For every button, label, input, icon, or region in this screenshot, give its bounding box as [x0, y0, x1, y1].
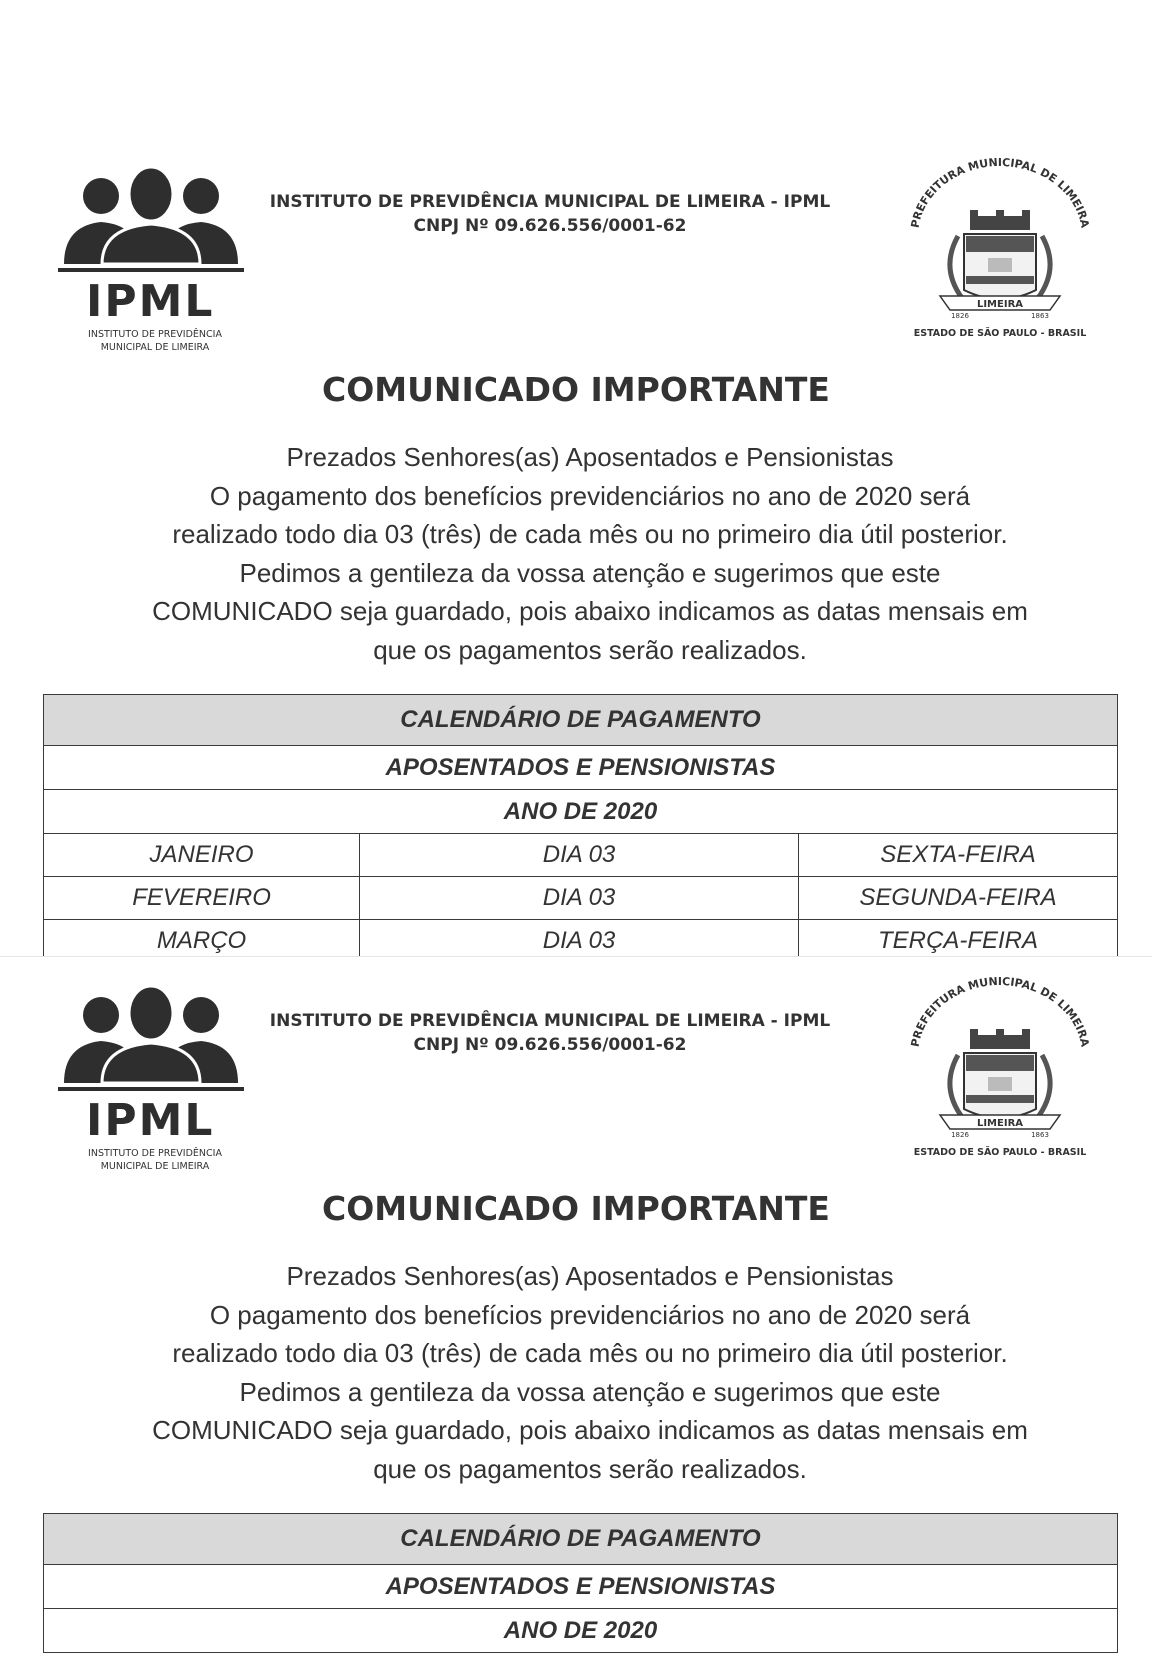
notice-body — [100, 438, 1080, 669]
ipml-wordmark: IPML — [86, 276, 215, 327]
people-silhouette-icon — [56, 168, 246, 278]
body-line: O pagamento dos benefícios previdenciários no ano de 2020 será — [209, 480, 971, 511]
body-line: realizado todo dia 03 (três) de cada mês ou no primeiro dia útil posterior. — [172, 1338, 1008, 1368]
body-line: Prezados Senhores(as) Aposentados e Pensionistas — [286, 442, 894, 472]
body-line: realizado todo dia 03 (três) de cada mês ou no primeiro dia útil posterior. — [172, 519, 1008, 549]
body-line: COMUNICADO seja guardado, pois abaixo indicamos as datas mensais em — [152, 1415, 1028, 1445]
municipal-seal-icon — [900, 158, 1100, 333]
calendar-year: ANO DE 2020 — [44, 1609, 1118, 1653]
body-line: O pagamento dos benefícios previdenciários no ano de 2020 será — [209, 1299, 971, 1330]
weekday-cell: SEXTA-FEIRA — [798, 834, 1117, 877]
body-line: que os pagamentos serão realizados. — [373, 1453, 807, 1484]
month-cell: FEVEREIRO — [44, 877, 360, 920]
notice-body — [100, 1257, 1080, 1488]
month-cell: JANEIRO — [44, 834, 360, 877]
seal-banner-text: LIMEIRA — [976, 1118, 1024, 1129]
day-cell: DIA 03 — [360, 877, 799, 920]
seal-year-right: 1863 — [1031, 312, 1049, 320]
ipml-logo-subtitle: INSTITUTO DE PREVIDÊNCIA MUNICIPAL DE LIMEIRA — [88, 329, 222, 353]
body-line: Prezados Senhores(as) Aposentados e Pensionistas — [286, 1261, 894, 1291]
calendar-subheading-row — [44, 746, 1118, 790]
calendar-subheading: APOSENTADOS E PENSIONISTAS — [44, 1565, 1118, 1609]
calendar-year-row — [44, 790, 1118, 834]
seal-year-right: 1863 — [1031, 1131, 1049, 1139]
org-cnpj: CNPJ Nº 09.626.556/0001-62 — [413, 1035, 687, 1055]
body-line: COMUNICADO seja guardado, pois abaixo indicamos as datas mensais em — [152, 596, 1028, 626]
calendar-heading-row — [44, 1514, 1118, 1565]
page-title: COMUNICADO IMPORTANTE — [322, 1189, 830, 1228]
seal-year-left: 1826 — [951, 312, 969, 320]
org-name: INSTITUTO DE PREVIDÊNCIA MUNICIPAL DE LIMEIRA - IPML — [269, 1011, 831, 1031]
page-title: COMUNICADO IMPORTANTE — [322, 370, 830, 409]
seal-year-left: 1826 — [951, 1131, 969, 1139]
body-line: que os pagamentos serão realizados. — [373, 634, 807, 665]
calendar-heading: CALENDÁRIO DE PAGAMENTO — [44, 1514, 1118, 1565]
calendar-year: ANO DE 2020 — [44, 790, 1118, 834]
municipal-seal-icon — [900, 977, 1100, 1152]
calendar-heading: CALENDÁRIO DE PAGAMENTO — [44, 695, 1118, 746]
table-row — [44, 834, 1118, 877]
ipml-logo-subtitle: INSTITUTO DE PREVIDÊNCIA MUNICIPAL DE LIMEIRA — [88, 1148, 222, 1172]
org-header — [250, 1009, 850, 1057]
day-cell: DIA 03 — [360, 920, 799, 963]
ipml-wordmark: IPML — [86, 1095, 215, 1146]
day-cell: DIA 03 — [360, 834, 799, 877]
people-silhouette-icon — [56, 987, 246, 1097]
calendar-heading-row — [44, 695, 1118, 746]
org-header — [250, 190, 850, 238]
month-cell: MARÇO — [44, 920, 360, 963]
calendar-subheading-row — [44, 1565, 1118, 1609]
seal-caption: ESTADO DE SÃO PAULO - BRASIL — [913, 1147, 1087, 1158]
ipml-logo — [56, 168, 246, 353]
document-page-2 — [0, 956, 1152, 1644]
document-page-1 — [0, 138, 1152, 956]
weekday-cell: SEGUNDA-FEIRA — [798, 877, 1117, 920]
table-row — [44, 877, 1118, 920]
seal-arc-text: PREFEITURA MUNICIPAL DE LIMEIRA — [908, 158, 1092, 229]
org-cnpj: CNPJ Nº 09.626.556/0001-62 — [413, 216, 687, 236]
calendar-subheading: APOSENTADOS E PENSIONISTAS — [44, 746, 1118, 790]
payment-calendar-table — [43, 1513, 1118, 1653]
seal-banner-text: LIMEIRA — [976, 299, 1024, 310]
ipml-logo — [56, 987, 246, 1172]
calendar-year-row — [44, 1609, 1118, 1653]
payment-calendar-table — [43, 694, 1118, 963]
seal-caption: ESTADO DE SÃO PAULO - BRASIL — [913, 328, 1087, 339]
weekday-cell: TERÇA-FEIRA — [798, 920, 1117, 963]
body-line: Pedimos a gentileza da vossa atenção e sugerimos que este — [239, 1376, 941, 1407]
seal-arc-text: PREFEITURA MUNICIPAL DE LIMEIRA — [908, 977, 1092, 1048]
org-name: INSTITUTO DE PREVIDÊNCIA MUNICIPAL DE LIMEIRA - IPML — [269, 192, 831, 212]
body-line: Pedimos a gentileza da vossa atenção e sugerimos que este — [239, 557, 941, 588]
